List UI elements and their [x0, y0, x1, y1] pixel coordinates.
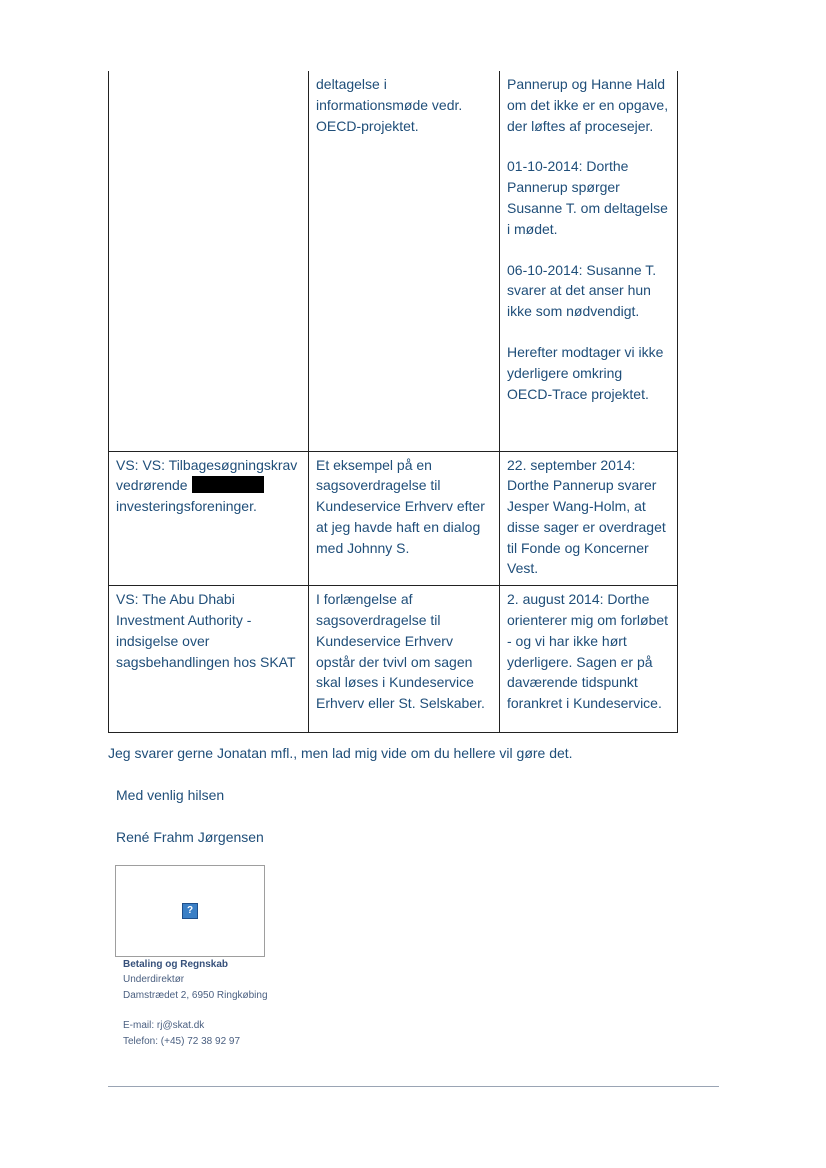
table-cell-description	[309, 71, 500, 451]
reply-text: Jeg svarer gerne Jonatan mfl., men lad mig vide om du hellere vil gøre det.	[108, 745, 573, 761]
cell-text: VS: VS: Tilbagesøgningskrav vedrørende	[116, 456, 298, 494]
table-cell-timeline	[500, 71, 678, 451]
cell-paragraph: 2. august 2014: Dorthe orienterer mig om forløbet - og vi har ikke hørt yderligere. Sagen er på daværende tidspunkt forankret i Kundeservice.	[507, 591, 669, 712]
table-row	[109, 586, 678, 733]
table-row	[109, 71, 678, 451]
table-cell-timeline	[500, 451, 678, 586]
cell-paragraph: 06-10-2014: Susanne T. svarer at det anser hun ikke som nødvendigt.	[507, 261, 657, 320]
table-cell-description	[309, 451, 500, 586]
cell-paragraph: 22. september 2014: Dorthe Pannerup svarer Jesper Wang-Holm, at disse sager er overdraget til Fonde og Koncerner Vest.	[507, 456, 666, 577]
table-cell-timeline	[500, 586, 678, 733]
cell-paragraph: 01-10-2014: Dorthe Pannerup spørger Susanne T. om deltagelse i mødet.	[507, 158, 668, 237]
logo-image-placeholder	[115, 865, 265, 957]
cell-paragraph: VS: The Abu Dhabi Investment Authority - indsigelse over sagsbehandlingen hos SKAT	[116, 591, 296, 670]
table-cell-subject	[109, 586, 309, 733]
table-row	[109, 451, 678, 586]
cell-paragraph: I forlængelse af sagsoverdragelse til Kundeservice Erhverv opstår der tvivl om sagen skal løses i Kundeservice Erhverv eller St. Selskaber.	[316, 591, 485, 712]
cell-paragraph: Herefter modtager vi ikke yderligere omkring OECD-Trace projektet.	[507, 343, 664, 402]
table-cell-subject	[109, 71, 309, 451]
signature-phone: Telefon: (+45) 72 38 92 97	[123, 1036, 241, 1047]
redaction-block	[192, 476, 264, 493]
table-cell-description	[309, 586, 500, 733]
correspondence-table	[108, 71, 678, 733]
table-cell-subject	[109, 451, 309, 586]
cell-paragraph: Et eksempel på en sagsoverdragelse til Kundeservice Erhverv efter at jeg havde haft en dialog med Johnny S.	[316, 456, 485, 556]
cell-paragraph: deltagelse i informationsmøde vedr. OECD-projektet.	[316, 76, 463, 134]
signature-title: Underdirektør	[123, 974, 185, 985]
cell-paragraph: Pannerup og Hanne Hald om det ikke er en opgave, der løftes af procesejer.	[507, 76, 669, 134]
broken-image-icon: ?	[182, 903, 198, 919]
signature-email[interactable]: E-mail: rj@skat.dk	[123, 1020, 205, 1031]
sender-name: René Frahm Jørgensen	[116, 829, 264, 845]
footer-divider	[108, 1086, 719, 1087]
closing-greeting: Med venlig hilsen	[116, 787, 225, 803]
cell-text: investeringsforeninger.	[116, 498, 257, 515]
signature-department: Betaling og Regnskab	[123, 959, 229, 970]
signature-address: Damstrædet 2, 6950 Ringkøbing	[123, 990, 268, 1001]
